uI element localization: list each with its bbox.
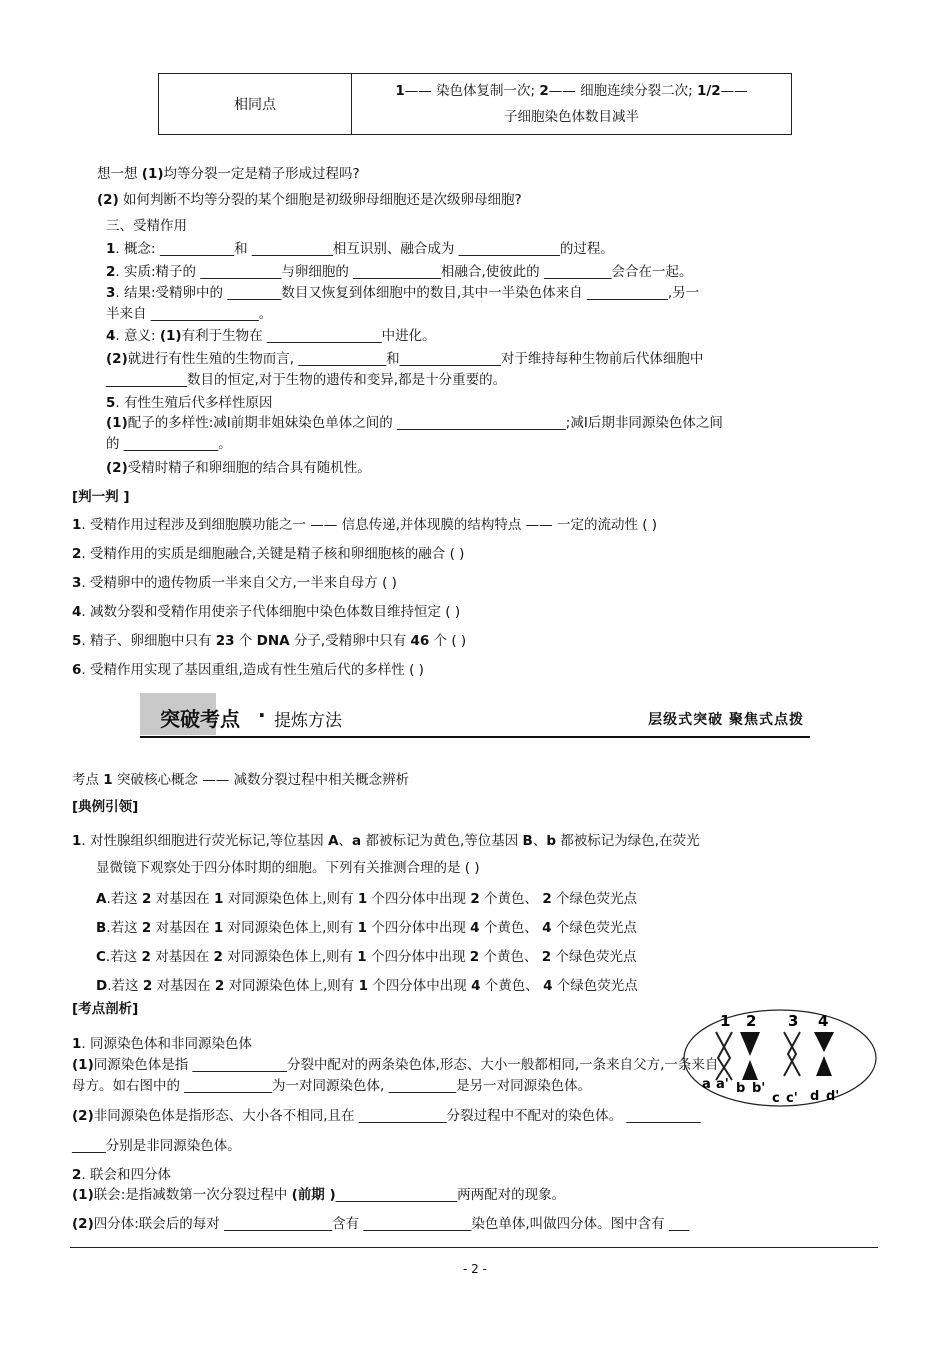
text-line-24 [96, 856, 480, 876]
text-seg-0-0: 想一想 [97, 166, 142, 182]
text-seg-18-0: 4 [72, 604, 82, 620]
text-seg-17-1: . 受精卵中的遗传物质一半来自父方,一半来自母方 ( ) [81, 575, 397, 591]
text-seg-27-5: 对同源染色体上,则有 [222, 949, 358, 965]
text-line-13 [106, 456, 371, 476]
text-seg-1-1: 如何判断不均等分裂的某个细胞是初级卵母细胞还是次级卵母细胞? [118, 192, 522, 208]
fig-label-b-prime: b' [752, 1081, 766, 1096]
text-line-18 [72, 600, 460, 620]
text-seg-0-2: 均等分裂一定是精子形成过程吗? [163, 166, 360, 182]
fig-label-c-prime: c' [786, 1091, 798, 1106]
text-seg-27-11: 个绿色荧光点 [551, 949, 637, 965]
text-seg-26-8: 4 [470, 920, 480, 936]
text-seg-25-1: .若这 [106, 891, 143, 907]
text-line-23 [72, 829, 700, 849]
text-seg-10-1: . 有性生殖后代多样性原因 [115, 395, 273, 411]
banner-underline [140, 736, 810, 738]
text-seg-25-5: 对同源染色体上,则有 [223, 891, 358, 907]
banner-subtitle: 提炼方法 [274, 711, 342, 731]
fig-label-a-prime: a' [716, 1077, 729, 1092]
text-seg-14-0: [判一判 ] [72, 489, 130, 505]
chromosome-figure [680, 1008, 880, 1108]
text-seg-5-0: 3 [106, 285, 116, 301]
text-seg-28-11: 个绿色荧光点 [552, 978, 638, 994]
text-seg-27-1: .若这 [105, 949, 142, 965]
text-seg-7-0: 4 [106, 328, 116, 344]
text-line-17 [72, 571, 397, 591]
text-line-30 [72, 1032, 252, 1052]
text-seg-13-1: 受精时精子和卵细胞的结合具有随机性。 [127, 460, 371, 476]
text-seg-23-0: 1 [72, 833, 82, 849]
text-seg-19-1: . 精子、卵细胞中只有 [81, 633, 216, 649]
fig-label-d: d [810, 1089, 820, 1104]
chromosome-2 [740, 1032, 760, 1080]
text-seg-13-0: (2) [106, 460, 128, 476]
text-seg-31-1: 同源染色体是指 ______________分裂中配对的两条染色体,形态、大小一般都相同,一条来自父方,一条来自 [93, 1057, 719, 1073]
text-seg-26-3: 对基因在 [151, 920, 214, 936]
text-line-3 [106, 237, 614, 257]
text-seg-23-5: 都被标记为黄色,等位基因 [361, 833, 523, 849]
text-seg-28-8: 4 [471, 978, 481, 994]
text-seg-16-0: 2 [72, 546, 82, 562]
text-seg-28-10: 4 [543, 978, 553, 994]
text-seg-36-0: (1) [72, 1187, 94, 1203]
text-seg-25-0: A [96, 891, 107, 907]
text-line-15 [72, 513, 657, 533]
text-line-16 [72, 542, 464, 562]
text-seg-37-1: 四分体:联会后的每对 ________________含有 ________________染色单体,叫做四分体。图中含有 ___ [93, 1216, 690, 1232]
text-seg-24-0: 显微镜下观察处于四分体时期的细胞。下列有关推测合理的是 ( ) [96, 860, 480, 876]
text-seg-34-0: _____分别是非同源染色体。 [72, 1138, 241, 1154]
fig-num-2: 2 [746, 1012, 757, 1030]
text-seg-28-1: .若这 [107, 978, 143, 994]
text-seg-21-2: 突破核心概念 —— 减数分裂过程中相关概念辨析 [112, 772, 410, 788]
banner-right-text: 层级式突破 聚焦式点拨 [648, 712, 804, 728]
text-seg-25-3: 对基因在 [151, 891, 215, 907]
text-seg-26-10: 4 [542, 920, 552, 936]
text-seg-25-11: 个绿色荧光点 [551, 891, 638, 907]
text-line-36 [72, 1183, 565, 1203]
text-seg-19-6: 46 [410, 633, 430, 649]
section-banner [140, 693, 810, 738]
text-seg-17-0: 3 [72, 575, 82, 591]
text-seg-11-1: 配子的多样性:减Ⅰ前期非姐妹染色单体之间的 _________________________;减Ⅰ后期非同源染色体之间 [127, 415, 723, 431]
text-seg-28-7: 个四分体中出现 [368, 978, 472, 994]
text-seg-0-1: (1) [141, 166, 164, 182]
text-seg-23-4: a [352, 833, 362, 849]
text-seg-28-4: 2 [214, 978, 225, 994]
text-seg-23-7: 、 [532, 833, 547, 849]
text-seg-23-9: 都被标记为绿色,在荧光 [556, 833, 700, 849]
text-line-32 [72, 1074, 591, 1094]
text-seg-35-1: . 联会和四分体 [81, 1167, 171, 1183]
text-seg-25-7: 个四分体中出现 [367, 891, 471, 907]
text-seg-4-1: . 实质:精子的 ____________与卵细胞的 _____________相融合,使彼此的 __________会合在一起。 [115, 264, 693, 280]
banner-dot: · [258, 703, 266, 727]
text-seg-7-3: 有利于生物在 _________________中进化。 [181, 328, 436, 344]
text-seg-4-0: 2 [106, 264, 116, 280]
text-seg-28-5: 对同源染色体上,则有 [224, 978, 359, 994]
table-value-line1 [362, 78, 781, 104]
table-line1-seg-1: —— 染色体复制一次; [404, 83, 540, 99]
text-seg-19-4: DNA [256, 633, 290, 649]
text-line-31 [72, 1053, 718, 1073]
table-line1-seg-5: —— [720, 83, 748, 99]
text-seg-26-5: 对同源染色体上,则有 [223, 920, 358, 936]
chromosome-3 [784, 1032, 800, 1076]
text-seg-33-1: 非同源染色体是指形态、大小各不相同,且在 _____________分裂过程中不配对的染色体。 ___________ [93, 1108, 701, 1124]
text-seg-27-3: 对基因在 [150, 949, 214, 965]
text-seg-26-6: 1 [357, 920, 368, 936]
text-line-37 [72, 1212, 689, 1232]
text-seg-3-0: 1 [106, 241, 116, 257]
fig-label-d-prime: d' [826, 1089, 840, 1104]
text-seg-27-0: C [96, 949, 106, 965]
fig-label-a: a [702, 1077, 711, 1092]
text-line-6 [106, 302, 272, 322]
table-value [352, 74, 792, 135]
text-seg-28-0: D [96, 978, 108, 994]
text-seg-20-0: 6 [72, 662, 82, 678]
text-seg-25-6: 1 [357, 891, 368, 907]
text-line-27 [96, 945, 637, 965]
text-line-9 [106, 368, 506, 388]
fig-num-1: 1 [720, 1012, 731, 1030]
text-line-1 [97, 188, 522, 208]
text-seg-26-1: .若这 [106, 920, 142, 936]
table-value-line2: 子细胞染色体数目减半 [504, 109, 639, 125]
text-seg-1-0: (2) [97, 192, 119, 208]
text-seg-23-6: B [522, 833, 533, 849]
text-seg-23-3: 、 [338, 833, 353, 849]
text-line-26 [96, 916, 637, 936]
table-line1-seg-4: 1/2 [696, 83, 721, 99]
text-seg-25-9: 个黄色、 [479, 891, 543, 907]
text-seg-27-8: 2 [469, 949, 480, 965]
text-seg-21-1: 1 [103, 772, 113, 788]
text-seg-27-7: 个四分体中出现 [366, 949, 470, 965]
text-seg-22-0: [典例引领] [72, 799, 139, 815]
table-line1-seg-3: —— 细胞连续分裂二次; [548, 83, 697, 99]
text-seg-37-0: (2) [72, 1216, 94, 1232]
text-seg-10-0: 5 [106, 395, 116, 411]
text-line-20 [72, 658, 424, 678]
text-seg-30-1: . 同源染色体和非同源染色体 [81, 1036, 252, 1052]
table-line1-seg-2: 2 [539, 83, 549, 99]
text-seg-5-1: . 结果:受精卵中的 ________数目又恢复到体细胞中的数目,其中一半染色体来自 ____________,另一 [115, 285, 700, 301]
text-seg-9-0: ____________数目的恒定,对于生物的遗传和变异,都是十分重要的。 [106, 372, 507, 388]
text-seg-20-1: . 受精作用实现了基因重组,造成有性生殖后代的多样性 ( ) [81, 662, 424, 678]
text-seg-33-0: (2) [72, 1108, 94, 1124]
text-seg-7-1: . 意义: [115, 328, 160, 344]
text-line-29 [72, 997, 138, 1017]
text-seg-26-11: 个绿色荧光点 [551, 920, 637, 936]
text-line-8 [106, 347, 703, 367]
text-seg-26-2: 2 [141, 920, 152, 936]
text-seg-19-2: 23 [215, 633, 235, 649]
text-seg-36-1: 联会:是指减数第一次分裂过程中 [93, 1187, 292, 1203]
text-seg-26-7: 个四分体中出现 [367, 920, 471, 936]
fig-num-4: 4 [818, 1012, 829, 1030]
table-line1-seg-0: 1 [395, 83, 405, 99]
text-line-19 [72, 629, 466, 649]
page-number: - 2 - [463, 1262, 487, 1276]
text-seg-8-0: (2) [106, 351, 128, 367]
text-seg-32-0: 母方。如右图中的 _____________为一对同源染色体, __________是另一对同源染色体。 [72, 1078, 592, 1094]
text-line-2 [106, 214, 187, 234]
text-seg-36-2: (前期 ) [291, 1187, 336, 1203]
text-seg-28-2: 2 [142, 978, 153, 994]
text-seg-35-0: 2 [72, 1167, 82, 1183]
chromosome-1 [716, 1032, 732, 1080]
text-line-14 [72, 485, 130, 505]
text-seg-11-0: (1) [106, 415, 128, 431]
text-seg-27-4: 2 [213, 949, 223, 965]
text-seg-28-6: 1 [358, 978, 368, 994]
text-seg-23-1: . 对性腺组织细胞进行荧光标记,等位基因 [81, 833, 329, 849]
comparison-table [158, 73, 792, 135]
chromosome-4 [814, 1032, 834, 1076]
text-line-4 [106, 260, 692, 280]
text-seg-19-0: 5 [72, 633, 82, 649]
text-seg-28-9: 个黄色、 [480, 978, 544, 994]
text-line-22 [72, 795, 138, 815]
text-seg-27-2: 2 [141, 949, 151, 965]
text-seg-30-0: 1 [72, 1036, 82, 1052]
text-line-11 [106, 411, 723, 431]
text-seg-27-6: 1 [357, 949, 367, 965]
text-seg-26-0: B [96, 920, 107, 936]
text-line-35 [72, 1163, 171, 1183]
text-seg-15-0: 1 [72, 517, 82, 533]
text-seg-16-1: . 受精作用的实质是细胞融合,关键是精子核和卵细胞核的融合 ( ) [81, 546, 465, 562]
text-line-28 [96, 974, 638, 994]
text-seg-19-5: 分子,受精卵中只有 [289, 633, 411, 649]
text-seg-21-0: 考点 [72, 772, 104, 788]
text-seg-25-2: 2 [142, 891, 152, 907]
text-line-0 [97, 162, 360, 182]
text-line-7 [106, 324, 436, 344]
text-line-33 [72, 1104, 701, 1124]
text-seg-3-1: . 概念: ___________和 ____________相互识别、融合成为 _______________的过程。 [115, 241, 614, 257]
text-seg-12-0: 的 ______________。 [106, 436, 232, 452]
text-seg-26-9: 个黄色、 [479, 920, 543, 936]
text-seg-2-0: 三、受精作用 [106, 218, 187, 234]
fig-label-b: b [736, 1081, 746, 1096]
text-seg-27-10: 2 [541, 949, 552, 965]
text-seg-29-0: [考点剖析] [72, 1001, 139, 1017]
table-label: 相同点 [159, 74, 352, 135]
footer-rule [70, 1247, 878, 1248]
text-seg-6-0: 半来自 ________________。 [106, 306, 273, 322]
text-seg-36-3: __________________两两配对的现象。 [335, 1187, 566, 1203]
text-line-5 [106, 281, 699, 301]
figure-outline [684, 1010, 876, 1106]
text-seg-15-1: . 受精作用过程涉及到细胞膜功能之一 —— 信息传递,并体现膜的结构特点 —— 一定的流动性 ( ) [81, 517, 658, 533]
text-seg-28-3: 对基因在 [152, 978, 215, 994]
text-seg-31-0: (1) [72, 1057, 94, 1073]
text-seg-19-3: 个 [234, 633, 257, 649]
text-line-21 [72, 768, 409, 788]
text-line-34 [72, 1134, 241, 1154]
text-seg-25-8: 2 [470, 891, 480, 907]
text-seg-25-4: 1 [214, 891, 224, 907]
fig-label-c: c [772, 1091, 780, 1106]
text-seg-23-8: b [546, 833, 556, 849]
text-seg-27-9: 个黄色、 [479, 949, 542, 965]
banner-title: 突破考点 [160, 707, 240, 731]
text-line-25 [96, 887, 637, 907]
text-seg-8-1: 就进行有性生殖的生物而言, _____________和_______________对于维持每种生物前后代体细胞中 [127, 351, 704, 367]
text-seg-19-7: 个 ( ) [429, 633, 467, 649]
text-seg-18-1: . 减数分裂和受精作用使亲子代体细胞中染色体数目维持恒定 ( ) [81, 604, 461, 620]
text-seg-25-10: 2 [542, 891, 552, 907]
text-seg-26-4: 1 [213, 920, 224, 936]
fig-num-3: 3 [788, 1012, 799, 1030]
text-seg-23-2: A [328, 833, 339, 849]
text-line-12 [106, 432, 232, 452]
text-line-10 [106, 391, 273, 411]
text-seg-7-2: (1) [159, 328, 182, 344]
